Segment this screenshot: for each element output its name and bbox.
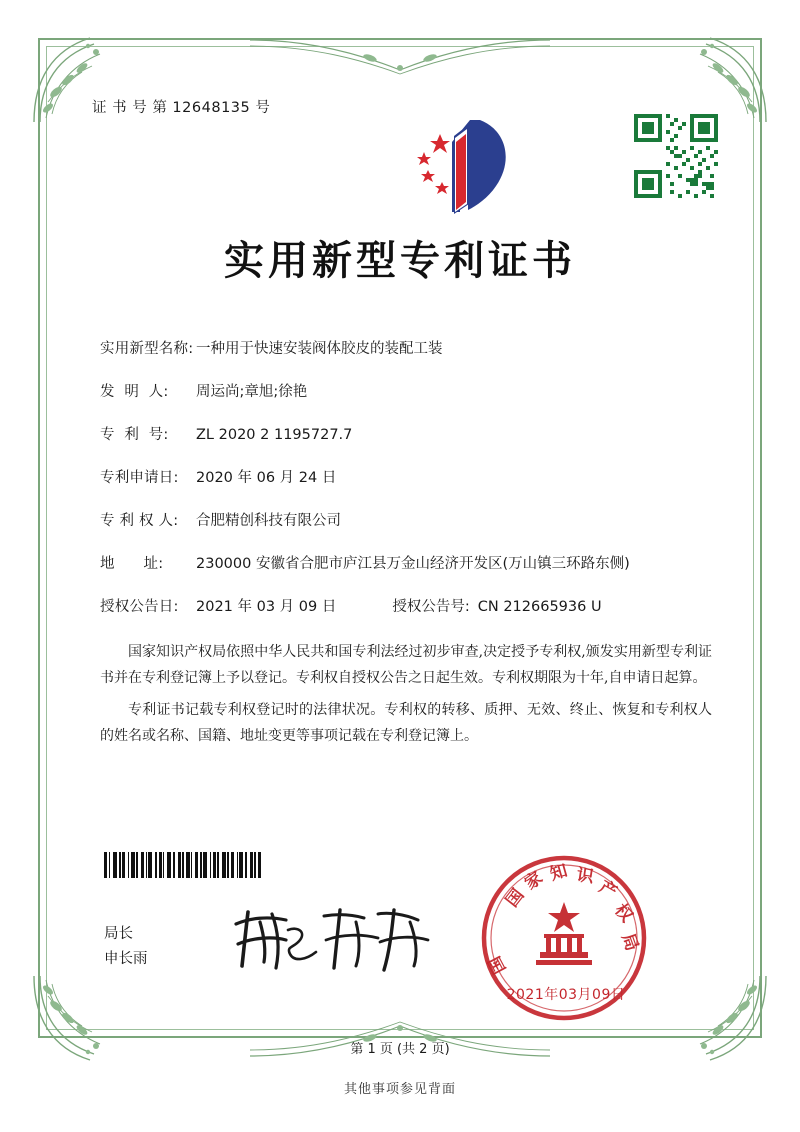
cnipa-logo-icon (410, 116, 518, 220)
svg-text:识: 识 (575, 865, 595, 888)
top-flourish-ornament-icon (250, 30, 550, 76)
field-label: 专 利 号: (100, 426, 169, 443)
director-title: 局长 (104, 926, 133, 942)
handwritten-signature-icon (228, 904, 438, 976)
legal-text (78, 640, 722, 750)
field-label: 授权公告号: (392, 598, 470, 615)
field-value: 一种用于快速安装阀体胶皮的装配工装 (196, 341, 443, 357)
field-value: 合肥精创科技有限公司 (196, 512, 341, 529)
svg-text:权: 权 (610, 900, 637, 927)
svg-text:国: 国 (502, 885, 529, 912)
field-value: ZL 2020 2 1195727.7 (196, 426, 353, 443)
qr-code (634, 114, 718, 198)
svg-text:产: 产 (595, 877, 621, 903)
field-label: 发 明 人: (100, 383, 169, 400)
field-value: 230000 安徽省合肥市庐江县万金山经济开发区(万山镇三环路东侧) (196, 555, 630, 572)
field-value: 周运尚;章旭;徐艳 (196, 383, 308, 400)
field-label: 授权公告日: (100, 598, 179, 615)
certificate-number: 证 书 号 第 12648135 号 (92, 100, 271, 116)
field-row (100, 338, 714, 360)
field-value: 2020 年 06 月 24 日 (196, 469, 337, 486)
field-value: CN 212665936 U (477, 598, 602, 615)
field-label: 专 利 权 人: (100, 512, 179, 529)
page-indicator: 第 1 页 (共 2 页) (350, 1042, 450, 1057)
page-title: 实用新型专利证书 (224, 238, 576, 284)
field-label: 地 址: (100, 555, 164, 572)
director-block (104, 922, 148, 973)
paragraph: 专利证书记载专利权登记时的法律状况。专利权的转移、质押、无效、终止、恢复和专利权人的姓名或名称、国籍、地址变更等事项记载在专利登记簿上。 (100, 702, 712, 744)
field-row (100, 381, 714, 403)
field-row (100, 424, 714, 446)
director-name: 申长雨 (104, 951, 148, 968)
paragraph: 国家知识产权局依照中华人民共和国专利法经过初步审查,决定授予专利权,颁发实用新型专利证书并在专利登记簿上予以登记。专利权自授权公告之日起生效。专利权期限为十年,自申请日起算。 (100, 644, 712, 687)
field-row (100, 553, 714, 575)
field-row (100, 467, 714, 489)
field-label: 专利申请日: (100, 469, 179, 486)
barcode (104, 852, 300, 878)
svg-text:家: 家 (521, 867, 547, 895)
svg-text:局: 局 (617, 930, 642, 954)
field-value: 2021 年 03 月 09 日 (196, 598, 337, 615)
certificate-content (78, 96, 722, 756)
field-row (100, 510, 714, 532)
seal-date: 2021年03月09日 (506, 987, 626, 1003)
field-label: 实用新型名称: (100, 341, 194, 357)
signature-seal-block (78, 852, 722, 1012)
svg-text:国: 国 (484, 952, 511, 978)
footnote: 其他事项参见背面 (343, 1082, 456, 1097)
field-row-authorization (100, 596, 714, 618)
field-list (78, 338, 722, 618)
svg-text:知: 知 (547, 860, 570, 885)
